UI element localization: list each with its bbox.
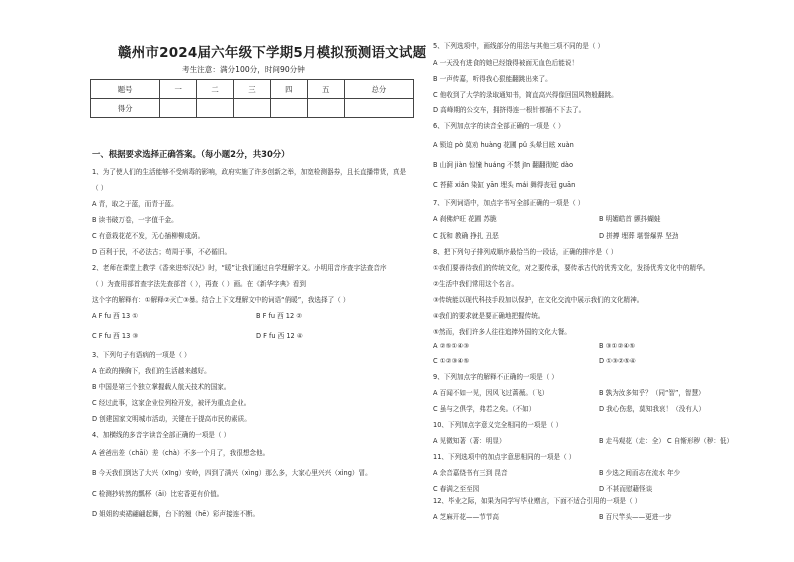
- option-line: D 高峰期的公交车，拥挤得连一根针都插不下去了。: [433, 106, 586, 114]
- score-blank: [160, 99, 197, 118]
- question-line: 3、下列句子有语病的一项是（ ）: [92, 351, 191, 359]
- score-blank: [234, 99, 271, 118]
- question-line: 5、下列选项中，画线部分的用法与其他三项不同的是（ ）: [433, 42, 605, 50]
- score-blank: [344, 99, 413, 118]
- right-column: [429, 0, 769, 562]
- option-line: C 经过此事，这家企业位列检开发，被评为重点企业。: [92, 399, 251, 407]
- option-line: C 虽与之俱学，弗若之矣。（不如）: [433, 405, 536, 413]
- left-column: [84, 0, 427, 562]
- option-line: B 百尺竿头——更进一步: [599, 513, 672, 521]
- option-line: B 走马观花（走：全） C 自惭形秽（秽：低）: [599, 437, 734, 445]
- question-line: 10、下列加点字意义完全相同的一项是（ ）: [433, 421, 563, 429]
- question-line: 这个字的解释有：①解释②灭亡③暴。结合上下文理解文中的词语“俏暖”，我选择了（ ）: [92, 296, 350, 304]
- option-line: A 一天没有进食的她已经饿得被面无血色后能说！: [433, 59, 579, 67]
- option-line: D 不甚而慰藉怪谈: [599, 485, 653, 493]
- question-line: 2、老师在课堂上教学《香来进率汉纪》时，“暖”让我们通过自学理解字义。小明用音序查字法查音序: [92, 264, 387, 272]
- option-line: C 春满之至至园: [433, 485, 480, 493]
- sentence-line: ②生活中我们常用这个名言。: [433, 280, 519, 288]
- option-line: B F fu 西 12 ②: [256, 312, 303, 320]
- score-table: [90, 79, 414, 118]
- option-line: B 一声传嘉，听得我心狠能翻跳出来了。: [433, 75, 552, 83]
- option-line: C 检测抄转然的瓢杯（āi）比宏香更有价值。: [92, 490, 224, 498]
- option-line: C 抚和 教确 挣扎 丑恶: [433, 232, 499, 240]
- question-line: （ ）为查用部首查字法先查部首（ ），再查（ ）画。在《新华字典》看到: [92, 280, 306, 288]
- score-cell: 二: [197, 80, 234, 99]
- sentence-line: ③传统能以现代科技手段加以保护，在文化交流中展示我们的文化精神。: [433, 296, 644, 304]
- option-line: A F fu 西 13 ①: [92, 312, 139, 320]
- question-line: A 青，取之于蓝，而青于蓝。: [92, 200, 178, 208]
- option-line: B 今天我们到达了大兴（xīng）安岭，四到了满兴（xìng）那么多，大家心里兴兴（xìng）冒。: [92, 469, 372, 477]
- question-line: 1、为了使人们的生活能够不受病毒的影响，政府实施了许多创新之举，加宽检测器券，且长直播带货，真是: [92, 168, 407, 176]
- score-cell: 三: [234, 80, 271, 99]
- score-cell: 得分: [91, 99, 160, 118]
- option-line: B 少选之间而志在流水 年少: [599, 469, 681, 477]
- option-line: A 余音嘉绕书有三到 昆音: [433, 469, 508, 477]
- question-line: （ ）: [92, 184, 108, 192]
- option-line: C 苔藓 xiǎn 染缸 yān 埋头 mái 舞得丧冠 guān: [433, 181, 576, 189]
- score-table-score-row: [91, 99, 414, 118]
- section-heading: 一、根据要求选择正确答案。（每小题2分，共30分）: [92, 149, 290, 159]
- sentence-line: ①我们要善待我们的传统文化，对之要传承，要传承古代的优秀文化，发扬优秀文化中的精华。: [433, 264, 710, 272]
- option-line: D 姐姐的卖裙翩翩起舞，台下的翘（hē）彩声接连不断。: [92, 510, 260, 518]
- question-line: B 读书破万卷，一字值千金。: [92, 216, 178, 224]
- option-line: D ①③②⑤④: [599, 357, 636, 365]
- option-line: C ①②③④⑤: [433, 357, 470, 365]
- option-line: B 明媚皓首 颤抖蝴蛙: [599, 215, 661, 223]
- score-cell: 四: [270, 80, 307, 99]
- score-blank: [197, 99, 234, 118]
- option-line: D 拼搏 埋葬 堪誉爆界 坚劲: [599, 232, 679, 240]
- option-line: A 见微知著（著：明显）: [433, 437, 506, 445]
- option-line: B 山涧 jiàn 惊憧 huáng 不禁 jīn 翻翻彻蛇 dào: [433, 161, 573, 169]
- option-line: A 锁迫 pò 莫劝 huàng 花圃 pǔ 头晕目眩 xuàn: [433, 141, 574, 149]
- option-line: B 中国是第三个独立掌握载人航天技术的国家。: [92, 383, 231, 391]
- option-line: C F fu 西 13 ③: [92, 332, 139, 340]
- sentence-line: ⑤然而，我们许多人往往追捧外国的文化大餐。: [433, 328, 571, 336]
- option-line: B 孰为汝多知乎？（同“智”，智慧）: [599, 389, 705, 397]
- question-line: 4、加横线的多音字读音全部正确的一项是（ ）: [92, 431, 231, 439]
- exam-notice: 考生注意：满分100分，时间90分钟: [182, 65, 305, 74]
- question-line: 11、下列选项中的加点字意思相同的一项是（ ）: [433, 453, 576, 461]
- score-blank: [307, 99, 344, 118]
- sentence-line: ④我们的要求就是要正确地把握传统。: [433, 312, 545, 320]
- score-blank: [270, 99, 307, 118]
- question-line: 12、毕业之际，如果为同学写毕业赠言，下面不适合引用的一项是（ ）: [433, 497, 642, 505]
- option-line: A 百闻不如一见，因风飞过蔷薇。（飞）: [433, 389, 549, 397]
- score-cell: 题号: [91, 80, 160, 99]
- option-line: D F fu 西 12 ④: [256, 332, 303, 340]
- score-cell: 一: [160, 80, 197, 99]
- option-line: A 爸爸出差（chāi）差（chà）不多一个月了，我很想念他。: [92, 449, 270, 457]
- question-line: 7、下列词语中，加点字书写全部正确的一项是（ ）: [433, 199, 585, 207]
- score-cell: 总分: [344, 80, 413, 99]
- question-line: C 有意栽花花不发，无心插柳柳成荫。: [92, 232, 205, 240]
- question-line: 9、下列加点字的解释不正确的一项是（ ）: [433, 373, 558, 381]
- question-line: D 百利于民，不必法古；苟周于事，不必循旧。: [92, 248, 232, 256]
- score-table-header-row: [91, 80, 414, 99]
- page-title: 赣州市2024届六年级下学期5月模拟预测语文试题: [118, 45, 427, 61]
- option-line: B ③①②④⑤: [599, 342, 636, 350]
- option-line: D 创建国家文明城市活动，关键在于提高市民的素质。: [92, 415, 251, 423]
- option-line: A 刹佛炉旺 花圃 苏脆: [433, 215, 497, 223]
- question-line: 8、把下列句子排列成顺序最恰当的一段话，正确的排序是（ ）: [433, 248, 618, 256]
- option-line: A ②⑤①④③: [433, 342, 470, 350]
- option-line: C 他收到了大学的录取通知书，简直高兴得像回国风物般翻跳。: [433, 91, 618, 99]
- option-line: A 芝麻开花——节节高: [433, 513, 499, 521]
- question-line: 6、下列加点字的读音全部正确的一项是（ ）: [433, 122, 565, 130]
- option-line: A 在政的操胸下，我们的生活越来越好。: [92, 367, 211, 375]
- option-line: D 我心伤悲，莫知我哀！（没有人）: [599, 405, 706, 413]
- score-cell: 五: [307, 80, 344, 99]
